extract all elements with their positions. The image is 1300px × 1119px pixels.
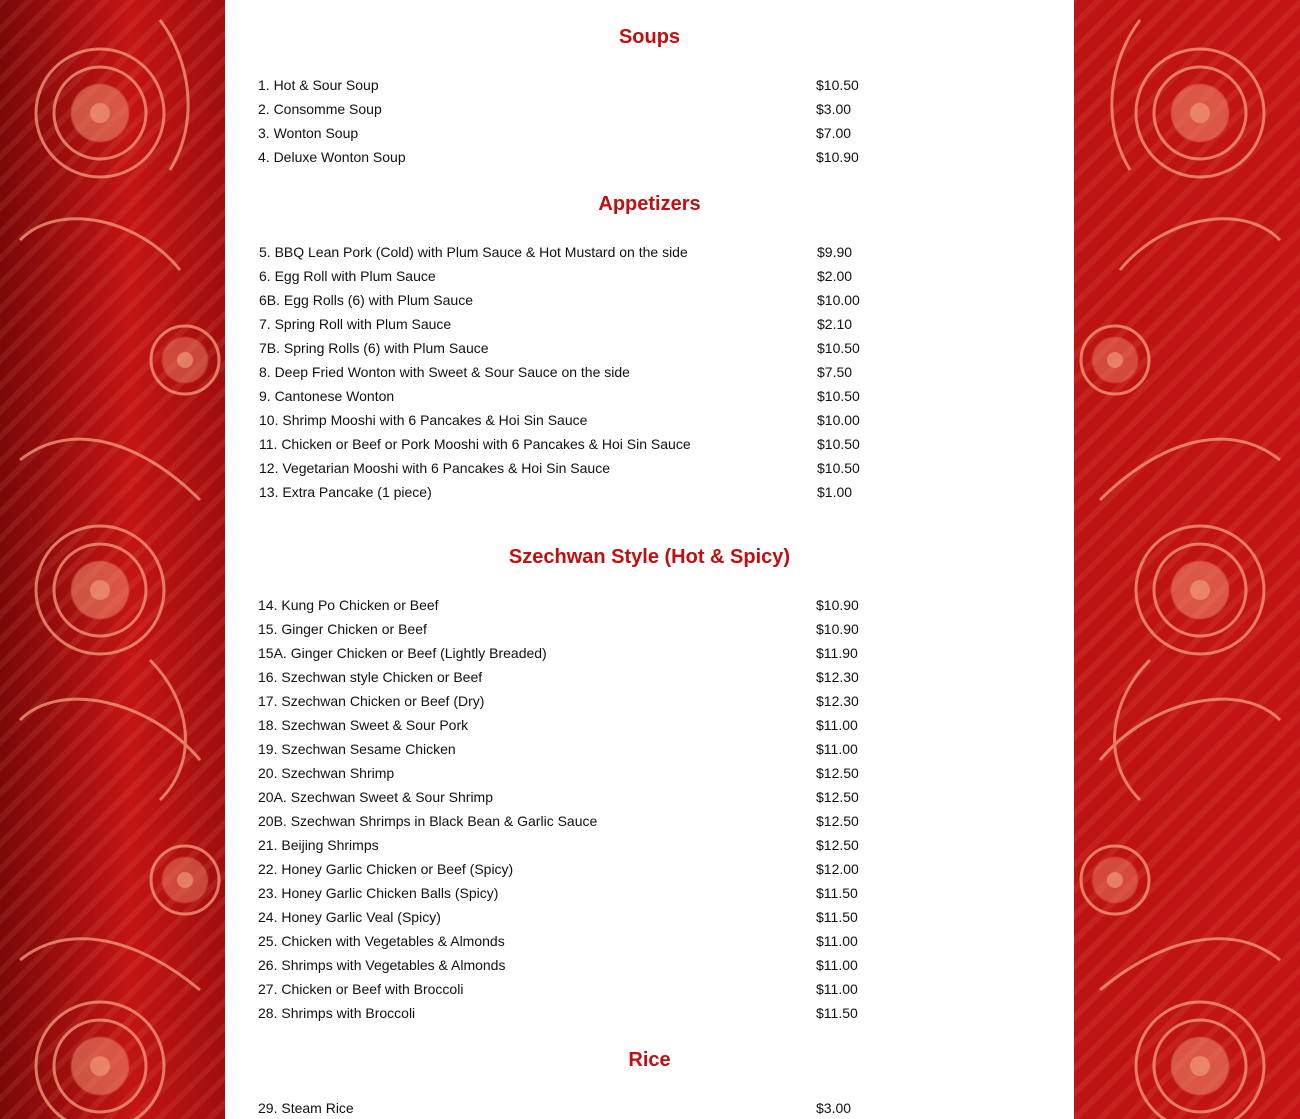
menu-item xyxy=(225,121,1074,145)
item-price: $7.50 xyxy=(817,364,853,380)
item-name: 23. Honey Garlic Chicken Balls (Spicy) xyxy=(258,885,499,901)
item-price: $11.00 xyxy=(816,957,858,973)
menu-item xyxy=(225,929,1074,953)
item-price: $1.00 xyxy=(817,484,853,500)
menu-item xyxy=(225,953,1074,977)
menu-list-soups xyxy=(225,73,1074,169)
menu-list-appetizers xyxy=(225,240,1074,504)
item-name: 5. BBQ Lean Pork (Cold) with Plum Sauce & Hot Mustard on the side xyxy=(259,244,688,260)
item-name: 20. Szechwan Shrimp xyxy=(258,765,395,781)
item-price: $11.90 xyxy=(816,645,858,661)
item-price: $10.90 xyxy=(816,149,859,165)
menu-item xyxy=(225,360,1074,384)
item-name: 27. Chicken or Beef with Broccoli xyxy=(258,981,464,997)
item-name: 2. Consomme Soup xyxy=(258,101,382,117)
menu-item xyxy=(225,264,1074,288)
item-price: $3.00 xyxy=(816,101,852,117)
menu-item xyxy=(225,288,1074,312)
item-price: $12.00 xyxy=(816,861,859,877)
item-price: $11.00 xyxy=(816,717,858,733)
item-price: $11.00 xyxy=(816,741,858,757)
item-price: $12.50 xyxy=(816,789,859,805)
item-name: 19. Szechwan Sesame Chicken xyxy=(258,741,456,757)
item-name: 21. Beijing Shrimps xyxy=(258,837,379,853)
item-price: $12.30 xyxy=(816,693,859,709)
item-name: 6. Egg Roll with Plum Sauce xyxy=(259,268,436,284)
item-price: $10.50 xyxy=(817,460,860,476)
item-name: 22. Honey Garlic Chicken or Beef (Spicy) xyxy=(258,861,514,877)
item-name: 1. Hot & Sour Soup xyxy=(258,77,379,93)
item-name: 24. Honey Garlic Veal (Spicy) xyxy=(258,909,441,925)
menu-item xyxy=(225,785,1074,809)
menu-item xyxy=(225,809,1074,833)
item-price: $2.10 xyxy=(817,316,853,332)
left-floral-border xyxy=(0,0,225,1119)
section-title-rice: Rice xyxy=(628,1049,671,1071)
menu-item xyxy=(225,1001,1074,1025)
item-price: $12.50 xyxy=(816,813,859,829)
floral-pattern-icon xyxy=(0,0,225,1119)
item-name: 3. Wonton Soup xyxy=(258,125,359,141)
item-price: $11.00 xyxy=(816,981,858,997)
menu-item xyxy=(225,456,1074,480)
item-price: $10.90 xyxy=(816,597,859,613)
item-price: $11.50 xyxy=(816,1005,858,1021)
menu-item xyxy=(225,336,1074,360)
menu-item xyxy=(225,73,1074,97)
item-price: $10.50 xyxy=(816,77,859,93)
menu-item xyxy=(225,1096,1074,1119)
menu-item xyxy=(225,881,1074,905)
item-name: 18. Szechwan Sweet & Sour Pork xyxy=(258,717,469,733)
menu-list-szechwan xyxy=(225,593,1074,1025)
menu-item xyxy=(225,408,1074,432)
right-floral-border xyxy=(1074,0,1300,1119)
menu-item xyxy=(225,617,1074,641)
item-price: $10.90 xyxy=(816,621,859,637)
item-price: $11.50 xyxy=(816,909,858,925)
section-title-szechwan: Szechwan Style (Hot & Spicy) xyxy=(508,546,791,568)
floral-pattern-icon xyxy=(1074,0,1300,1119)
menu-item xyxy=(225,145,1074,169)
item-price: $10.00 xyxy=(817,292,860,308)
item-name: 20A. Szechwan Sweet & Sour Shrimp xyxy=(258,789,494,805)
item-price: $2.00 xyxy=(817,268,853,284)
item-name: 15A. Ginger Chicken or Beef (Lightly Breaded) xyxy=(258,645,547,661)
menu-item xyxy=(225,977,1074,1001)
item-name: 13. Extra Pancake (1 piece) xyxy=(259,484,432,500)
item-price: $7.00 xyxy=(816,125,852,141)
menu-content xyxy=(225,0,1074,1119)
menu-item xyxy=(225,384,1074,408)
menu-item xyxy=(225,312,1074,336)
menu-item xyxy=(225,641,1074,665)
item-price: $10.00 xyxy=(817,412,860,428)
menu-item xyxy=(225,905,1074,929)
menu-item xyxy=(225,240,1074,264)
item-price: $9.90 xyxy=(817,244,853,260)
menu-item xyxy=(225,737,1074,761)
item-name: 4. Deluxe Wonton Soup xyxy=(258,149,406,165)
item-name: 6B. Egg Rolls (6) with Plum Sauce xyxy=(259,292,473,308)
item-name: 7B. Spring Rolls (6) with Plum Sauce xyxy=(259,340,489,356)
menu-item xyxy=(225,480,1074,504)
item-name: 11. Chicken or Beef or Pork Mooshi with 6 Pancakes & Hoi Sin Sauce xyxy=(259,436,691,452)
menu-list-rice xyxy=(225,1096,1074,1119)
item-name: 16. Szechwan style Chicken or Beef xyxy=(258,669,483,685)
item-name: 28. Shrimps with Broccoli xyxy=(258,1005,416,1021)
item-name: 29. Steam Rice xyxy=(258,1100,354,1116)
item-price: $12.50 xyxy=(816,837,859,853)
item-price: $11.50 xyxy=(816,885,858,901)
menu-item xyxy=(225,97,1074,121)
menu-item xyxy=(225,857,1074,881)
item-name: 12. Vegetarian Mooshi with 6 Pancakes & Hoi Sin Sauce xyxy=(259,460,610,476)
item-price: $3.00 xyxy=(816,1100,852,1116)
item-name: 14. Kung Po Chicken or Beef xyxy=(258,597,439,613)
item-price: $12.50 xyxy=(816,765,859,781)
item-name: 8. Deep Fried Wonton with Sweet & Sour Sauce on the side xyxy=(259,364,630,380)
item-price: $10.50 xyxy=(817,388,860,404)
item-price: $10.50 xyxy=(817,340,860,356)
item-name: 26. Shrimps with Vegetables & Almonds xyxy=(258,957,506,973)
menu-item xyxy=(225,833,1074,857)
item-price: $12.30 xyxy=(816,669,859,685)
item-price: $10.50 xyxy=(817,436,860,452)
item-name: 7. Spring Roll with Plum Sauce xyxy=(259,316,452,332)
item-price: $11.00 xyxy=(816,933,858,949)
item-name: 17. Szechwan Chicken or Beef (Dry) xyxy=(258,693,485,709)
item-name: 25. Chicken with Vegetables & Almonds xyxy=(258,933,505,949)
section-title-appetizers: Appetizers xyxy=(598,193,701,215)
menu-item xyxy=(225,689,1074,713)
menu-item xyxy=(225,713,1074,737)
menu-item xyxy=(225,593,1074,617)
section-title-soups: Soups xyxy=(618,26,681,48)
menu-item xyxy=(225,761,1074,785)
item-name: 20B. Szechwan Shrimps in Black Bean & Garlic Sauce xyxy=(258,813,598,829)
item-name: 9. Cantonese Wonton xyxy=(259,388,395,404)
item-name: 10. Shrimp Mooshi with 6 Pancakes & Hoi Sin Sauce xyxy=(259,412,588,428)
menu-item xyxy=(225,432,1074,456)
item-name: 15. Ginger Chicken or Beef xyxy=(258,621,427,637)
menu-item xyxy=(225,665,1074,689)
